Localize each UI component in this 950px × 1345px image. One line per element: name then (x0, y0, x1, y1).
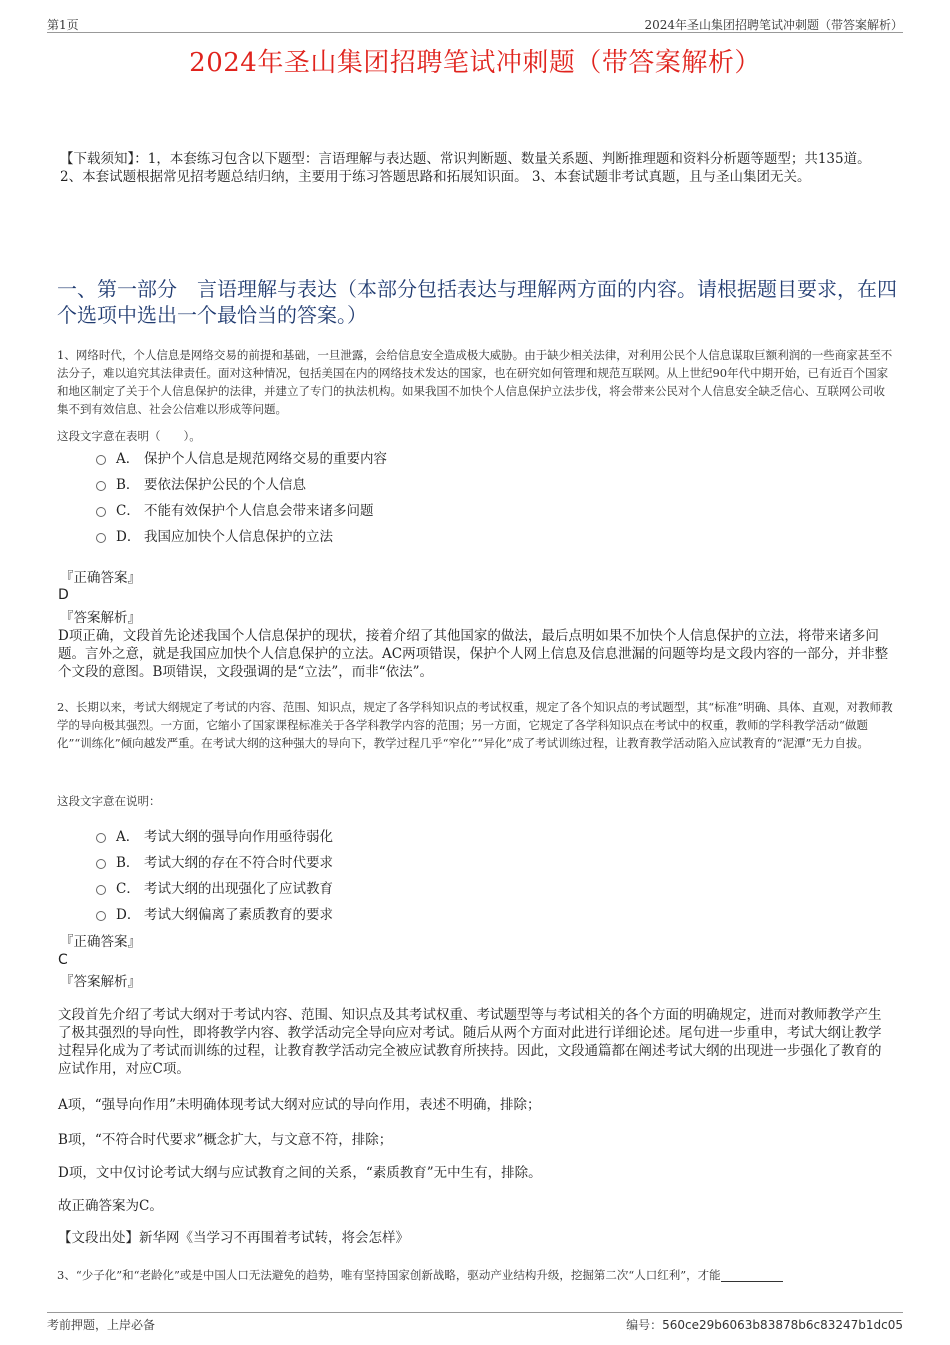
page-footer (47, 1312, 903, 1333)
q2-option-b[interactable]: B． 考试大纲的存在不符合时代要求 (96, 850, 333, 876)
radio-icon[interactable] (96, 859, 106, 869)
q2-option-c[interactable]: C． 考试大纲的出现强化了应试教育 (96, 876, 333, 902)
q1-option-d[interactable]: D． 我国应加快个人信息保护的立法 (96, 524, 387, 550)
q2-options (96, 824, 333, 928)
q2-option-a[interactable]: A． 考试大纲的强导向作用亟待弱化 (96, 824, 333, 850)
q2-answer-label: 『正确答案』 (60, 934, 141, 950)
radio-icon[interactable] (96, 911, 106, 921)
q2-note-a: A项，“强导向作用”未明确体现考试大纲对应试的导向作用，表述不明确，排除； (58, 1097, 541, 1113)
q2-prompt: 这段文字意在说明： (57, 794, 161, 808)
q1-prompt: 这段文字意在表明（ ）。 (57, 429, 201, 443)
page-header (47, 14, 903, 33)
q1-analysis: D项正确，文段首先论述我国个人信息保护的现状，接着介绍了其他国家的做法，最后点明如果不加快个人信息保护的立法，将带来诸多问题。言外之意，就是我国应加快个人信息保护的立法。AC两项错误，保护个人网上信息及信息泄漏的问题等均是文段内容的一部分，并非整个文段的意图。B项错误，文段强调的是“立法”，而非“依法”。 (58, 628, 889, 680)
q2-analysis: 文段首先介绍了考试大纲对于考试内容、范围、知识点及其考试权重、考试题型等与考试相关的各个方面的明确规定，进而对教师教学产生了极其强烈的导向性，即将教学内容、教学活动完全导向应对考试。随后从两个方面对此进行详细论述。尾句进一步重申，考试大纲让教学过程异化成为了考试而训练的过程，让教育教学活动完全被应试教育所挟持。因此，文段通篇都在阐述考试大纲的出现进一步强化了教育的应试作用，对应C项。 (58, 1007, 882, 1077)
document-title: 2024年圣山集团招聘笔试冲刺题（带答案解析） (189, 48, 761, 78)
header-doc-title: 2024年圣山集团招聘笔试冲刺题（带答案解析） (644, 18, 903, 32)
download-notice: 【下载须知】：1，本套练习包含以下题型：言语理解与表达题、常识判断题、数量关系题、判断推理题和资料分析题等题型；共135道。 2、本套试题根据常见招考题总结归纳，主要用于练习答题思路和拓展知识面。 3、本套试题非考试真题，且与圣山集团无关。 (60, 151, 871, 185)
radio-icon[interactable] (96, 507, 106, 517)
q1-option-c[interactable]: C． 不能有效保护个人信息会带来诸多问题 (96, 498, 387, 524)
page-number: 第1页 (47, 18, 79, 32)
q1-options (96, 446, 387, 550)
radio-icon[interactable] (96, 533, 106, 543)
radio-icon[interactable] (96, 833, 106, 843)
q2-option-d[interactable]: D． 考试大纲偏离了素质教育的要求 (96, 902, 333, 928)
radio-icon[interactable] (96, 481, 106, 491)
answer-blank (721, 1271, 783, 1282)
q1-answer: D (58, 587, 69, 603)
q2-note-d: D项，文中仅讨论考试大纲与应试教育之间的关系，“素质教育”无中生有，排除。 (58, 1165, 542, 1181)
q1-option-a[interactable]: A． 保护个人信息是规范网络交易的重要内容 (96, 446, 387, 472)
q1-analysis-label: 『答案解析』 (60, 610, 141, 626)
q2-passage: 2、长期以来，考试大纲规定了考试的内容、范围、知识点，规定了各学科知识点的考试权重，规定了各个知识点的考试题型，其“标准”明确、具体、直观，对教师教学的导向极其强烈。一方面，它缩小了国家课程标准关于各学科教学内容的范围；另一方面，它规定了各学科知识点在考试中的权重，教师的学科教学活动“做题化”“训练化”倾向越发严重。在考试大纲的这种强大的导向下，教学过程几乎“窄化”“异化”成了考试训练过程，让教育教学活动陷入应试教育的“泥潭”无力自拔。 (57, 700, 893, 750)
radio-icon[interactable] (96, 455, 106, 465)
q1-option-b[interactable]: B． 要依法保护公民的个人信息 (96, 472, 387, 498)
q2-conclusion: 故正确答案为C。 (58, 1198, 163, 1214)
q1-passage: 1、网络时代，个人信息是网络交易的前提和基础，一旦泄露，会给信息安全造成极大威胁。由于缺少相关法律，对利用公民个人信息谋取巨额利润的一些商家甚至不法分子，难以追究其法律责任。面对这种情况，包括美国在内的网络技术发达的国家，也在研究如何管理和规范互联网。从上世纪90年代中期开始，已有近百个国家和地区制定了关于个人信息保护的法律，并建立了专门的执法机构。如果我国不加快个人信息保护立法步伐，将会带来公民对个人信息安全缺乏信心、互联网公司收集不到有效信息、社会公信难以形成等问题。 (57, 348, 893, 416)
q2-source: 【文段出处】新华网《当学习不再围着考试转，将会怎样》 (58, 1230, 409, 1246)
q1-answer-label: 『正确答案』 (60, 570, 141, 586)
q3-passage: 3、“少子化”和“老龄化”或是中国人口无法避免的趋势，唯有坚持国家创新战略，驱动产业结构升级，挖掘第二次“人口红利”，才能 (57, 1266, 895, 1284)
q2-analysis-label: 『答案解析』 (60, 974, 141, 990)
q2-note-b: B项，“不符合时代要求”概念扩大，与文意不符，排除； (58, 1132, 393, 1148)
footer-code: 编号：560ce29b6063b83878b6c83247b1dc05 (626, 1318, 903, 1332)
radio-icon[interactable] (96, 885, 106, 895)
q2-answer: C (58, 952, 68, 968)
footer-slogan: 考前押题，上岸必备 (47, 1318, 156, 1332)
section-heading: 一、第一部分 言语理解与表达（本部分包括表达与理解两方面的内容。请根据题目要求，在四个选项中选出一个最恰当的答案。） (57, 277, 897, 327)
